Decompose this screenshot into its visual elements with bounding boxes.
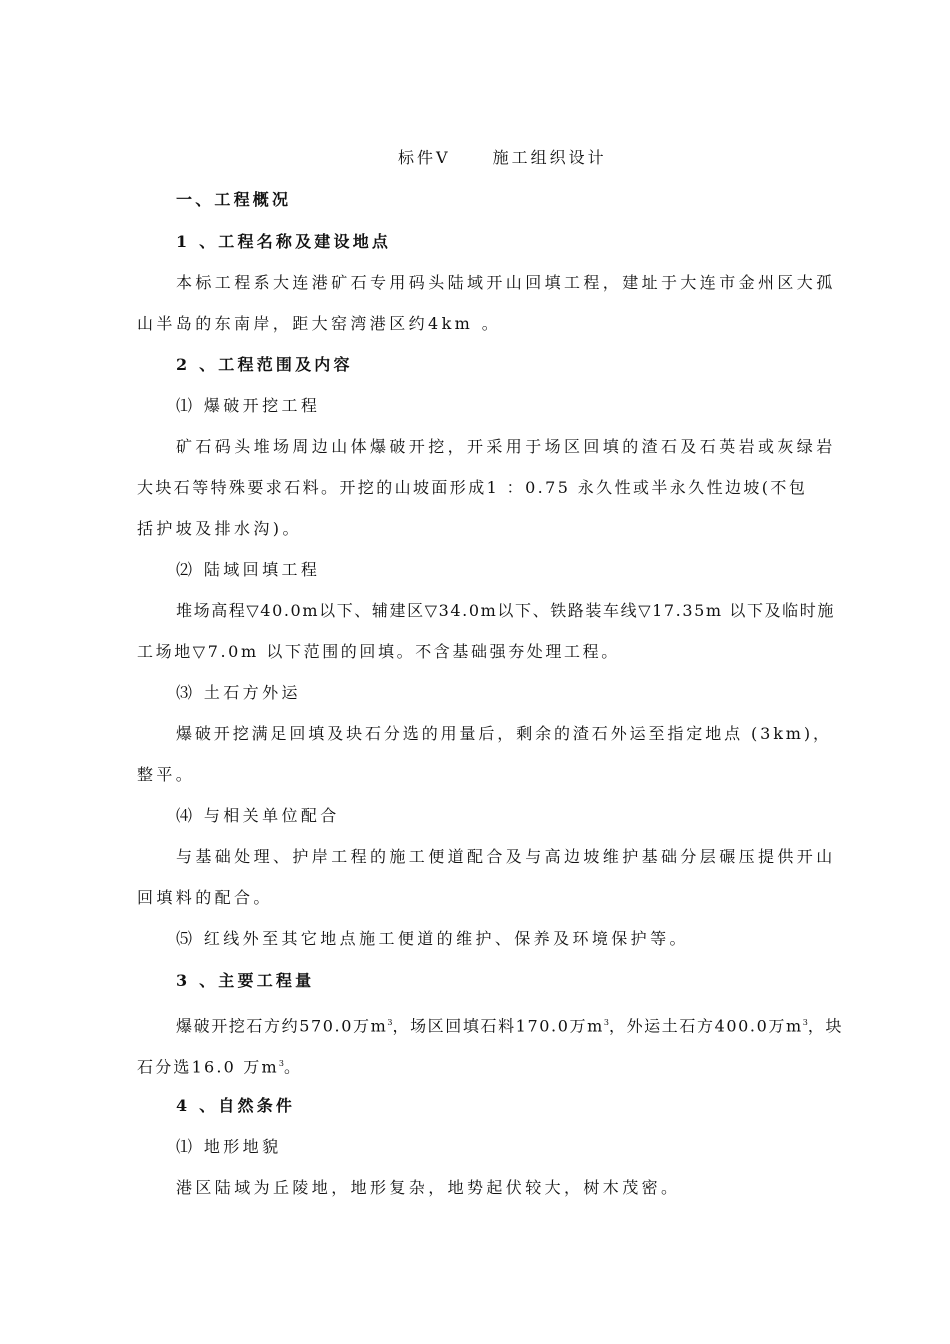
superscript: 3 bbox=[387, 1018, 393, 1027]
paragraph-line: 港区陆域为丘陵地，地形复杂，地势起伏较大，树木茂密。 bbox=[176, 1178, 681, 1197]
subheading-scope: 2 、工程范围及内容 bbox=[176, 355, 353, 374]
title-part-b: 施工组织设计 bbox=[492, 148, 607, 167]
text-run: 。 bbox=[283, 1057, 303, 1077]
subheading-quantities: 3 、主要工程量 bbox=[176, 971, 315, 990]
superscript: 3 bbox=[603, 1018, 609, 1027]
paragraph-line: 大块石等特殊要求石料。开挖的山坡面形成1 ：0.75 永久性或半永久性边坡(不包 bbox=[137, 478, 808, 497]
text-run: 爆破开挖石方约570.0万m bbox=[176, 1016, 388, 1036]
paragraph-line bbox=[137, 1054, 302, 1077]
title-part-a: 标件Ⅴ bbox=[398, 148, 451, 167]
item-label: ⑴ 地形地貌 bbox=[176, 1137, 282, 1156]
text-run: ，外运土石方400.0万m bbox=[608, 1016, 803, 1036]
paragraph-line bbox=[176, 1013, 843, 1036]
item-label: ⑴ 爆破开挖工程 bbox=[176, 396, 321, 415]
text-run: ，场区回填石料170.0万m bbox=[392, 1016, 604, 1036]
item-label: ⑸ 红线外至其它地点施工便道的维护、保养及环境保护等。 bbox=[176, 929, 689, 948]
paragraph-line: 本标工程系大连港矿石专用码头陆域开山回填工程，建址于大连市金州区大孤 bbox=[176, 273, 836, 292]
superscript: 3 bbox=[278, 1059, 284, 1068]
section-heading-overview: 一、工程概况 bbox=[176, 190, 292, 209]
paragraph-line: 矿石码头堆场周边山体爆破开挖，开采用于场区回填的渣石及石英岩或灰绿岩 bbox=[176, 437, 836, 456]
paragraph-line: 与基础处理、护岸工程的施工便道配合及与高边坡维护基础分层碾压提供开山 bbox=[176, 847, 836, 866]
superscript: 3 bbox=[802, 1018, 808, 1027]
page-title bbox=[398, 148, 607, 168]
paragraph-line: 回填料的配合。 bbox=[137, 888, 273, 907]
item-label: ⑵ 陆域回填工程 bbox=[176, 560, 321, 579]
item-label: ⑶ 土石方外运 bbox=[176, 683, 301, 702]
paragraph-line: 工场地▽7.0m 以下范围的回填。不含基础强夯处理工程。 bbox=[137, 642, 620, 661]
paragraph-line: 山半岛的东南岸，距大窑湾港区约4km 。 bbox=[137, 314, 502, 333]
paragraph-line: 爆破开挖满足回填及块石分选的用量后，剩余的渣石外运至指定地点 (3km)， bbox=[176, 724, 832, 743]
subheading-project-name: 1 、工程名称及建设地点 bbox=[176, 232, 392, 251]
paragraph-line: 括护坡及排水沟)。 bbox=[137, 519, 302, 538]
paragraph-line: 堆场高程▽40.0m以下、辅建区▽34.0m以下、铁路装车线▽17.35m 以下及临时施 bbox=[176, 601, 835, 620]
text-run: 石分选16.0 万m bbox=[137, 1057, 279, 1077]
paragraph-line: 整平。 bbox=[137, 765, 196, 784]
item-label: ⑷ 与相关单位配合 bbox=[176, 806, 340, 825]
subheading-natural-conditions: 4 、自然条件 bbox=[176, 1096, 296, 1115]
text-run: ，块 bbox=[807, 1016, 844, 1036]
